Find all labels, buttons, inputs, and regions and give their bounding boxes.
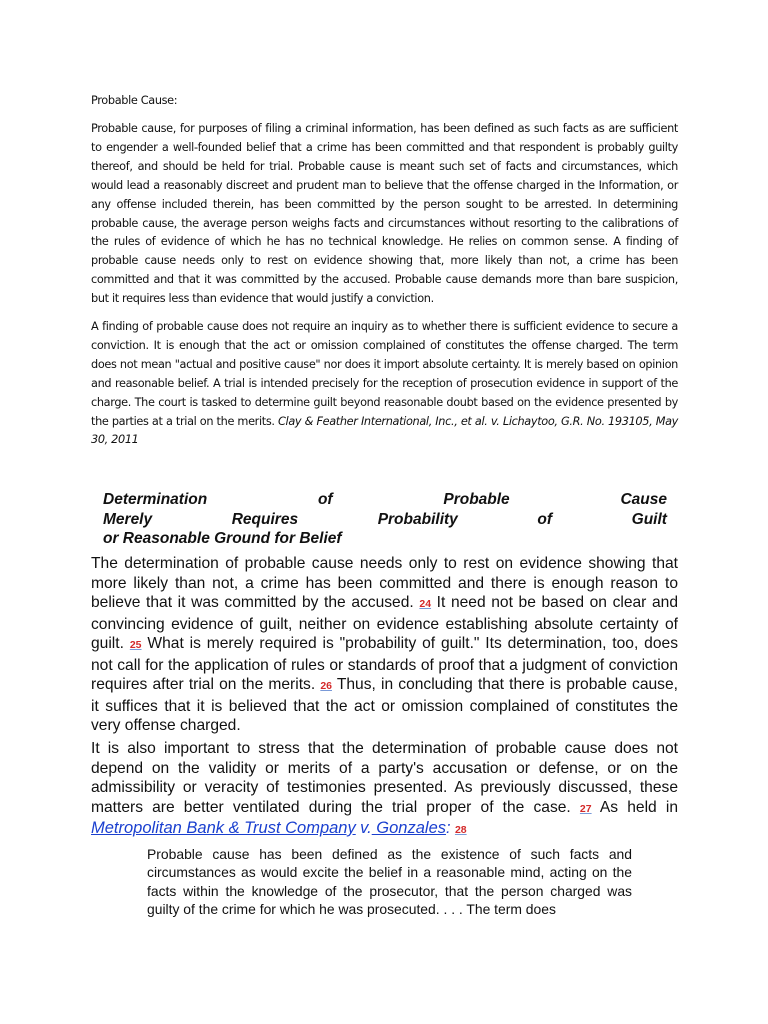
title-word: Determination	[103, 491, 208, 508]
section-heading-probable-cause: Probable Cause:	[91, 94, 178, 107]
section-title	[103, 490, 667, 549]
title-word: of	[317, 491, 333, 508]
title-word: Requires	[231, 510, 299, 528]
case-citation: Clay & Feather International, Inc., et al. v. Lichaytoo, G.R. No. 193105, May 30, 2011	[91, 414, 679, 447]
case-versus: v.	[360, 819, 372, 837]
paragraph-text: It is also important to stress that the determination of probable cause does not depend on the validity or merits of a party's accusation or defense, or on the admissibility or veracity of testimonies presented. As previously discussed, these matters are better ventilated during the trial proper of the case.	[91, 740, 678, 816]
paragraph-importance	[91, 739, 678, 841]
title-line-3: or Reasonable Ground for Belief	[103, 530, 342, 547]
paragraph-text: It need not be based on clear and convincing evidence of guilt, neither on evidence establishing absolute certainty of guilt.	[91, 594, 678, 652]
title-word: of	[537, 510, 553, 528]
paragraph-text: The determination of probable cause needs only to rest on evidence showing that more likely than not, a crime has been committed and there is enough reason to believe that it was committed by the accused.	[91, 555, 678, 611]
paragraph-finding-text: A finding of probable cause does not require an inquiry as to whether there is sufficient evidence to secure a conviction. It is enough that the act or omission complained of constitutes the offense charged. The term does not mean "actual and positive cause" nor does it import absolute certainty. It is merely based on opinion and reasonable belief. A trial is intended precisely for the reception of prosecution evidence in support of the charge. The court is tasked to determine guilt beyond reasonable doubt based on the evidence presented by the parties at a trial on the merits.	[91, 320, 678, 428]
title-line-2	[103, 510, 667, 530]
paragraph-text: Thus, in concluding that there is probable cause, it suffices that it is believed that the act or omission complained of constitutes the very offense charged.	[91, 676, 678, 734]
title-word: Merely	[103, 510, 153, 528]
title-word: Probable	[443, 491, 510, 508]
footnote-link-27[interactable]: 27	[579, 802, 592, 815]
block-quote: Probable cause has been defined as the existence of such facts and circumstances as would excite the belief in a reasonable mind, acting on the facts within the knowledge of the prosecutor, that the person charged was guilty of the crime for which he was prosecuted. . . . The term does	[147, 846, 632, 918]
title-word: Cause	[620, 491, 667, 508]
footnote-link-26[interactable]: 26	[320, 680, 332, 692]
title-word: Guilt	[631, 510, 667, 528]
title-line-1	[103, 490, 667, 510]
paragraph-determination	[91, 554, 678, 736]
paragraph-text: As held in	[599, 798, 678, 816]
footnote-link-25[interactable]: 25	[129, 639, 142, 651]
footnote-link-28[interactable]: 28	[454, 824, 467, 836]
title-word: Probability	[377, 510, 458, 528]
case-colon: :	[446, 819, 451, 837]
case-link-gonzales[interactable]: Gonzales	[371, 819, 446, 837]
case-link-metrobank[interactable]: Metropolitan Bank & Trust Company	[91, 819, 356, 837]
paragraph-finding	[91, 318, 678, 450]
paragraph-definition: Probable cause, for purposes of filing a criminal information, has been defined as such facts as are sufficient to engender a well-founded belief that a crime has been committed and that respondent is probably guilty thereof, and should be held for trial. Probable cause is meant such set of facts and circumstances, which would lead a reasonably discreet and prudent man to believe that the offense charged in the Information, or any offense included therein, has been committed by the person sought to be arrested. In determining probable cause, the average person weighs facts and circumstances without resorting to the calibrations of the rules of evidence of which he has no technical knowledge. He relies on common sense. A finding of probable cause needs only to rest on evidence showing that, more likely than not, a crime has been committed and that it was committed by the accused. Probable cause demands more than bare suspicion, but it requires less than evidence that would justify a conviction.	[91, 122, 678, 306]
paragraph-text: What is merely required is "probability of guilt." Its determination, too, does not call for the application of rules or standards of proof that a judgment of conviction requires after trial on the merits.	[91, 635, 678, 693]
footnote-link-24[interactable]: 24	[419, 598, 432, 610]
